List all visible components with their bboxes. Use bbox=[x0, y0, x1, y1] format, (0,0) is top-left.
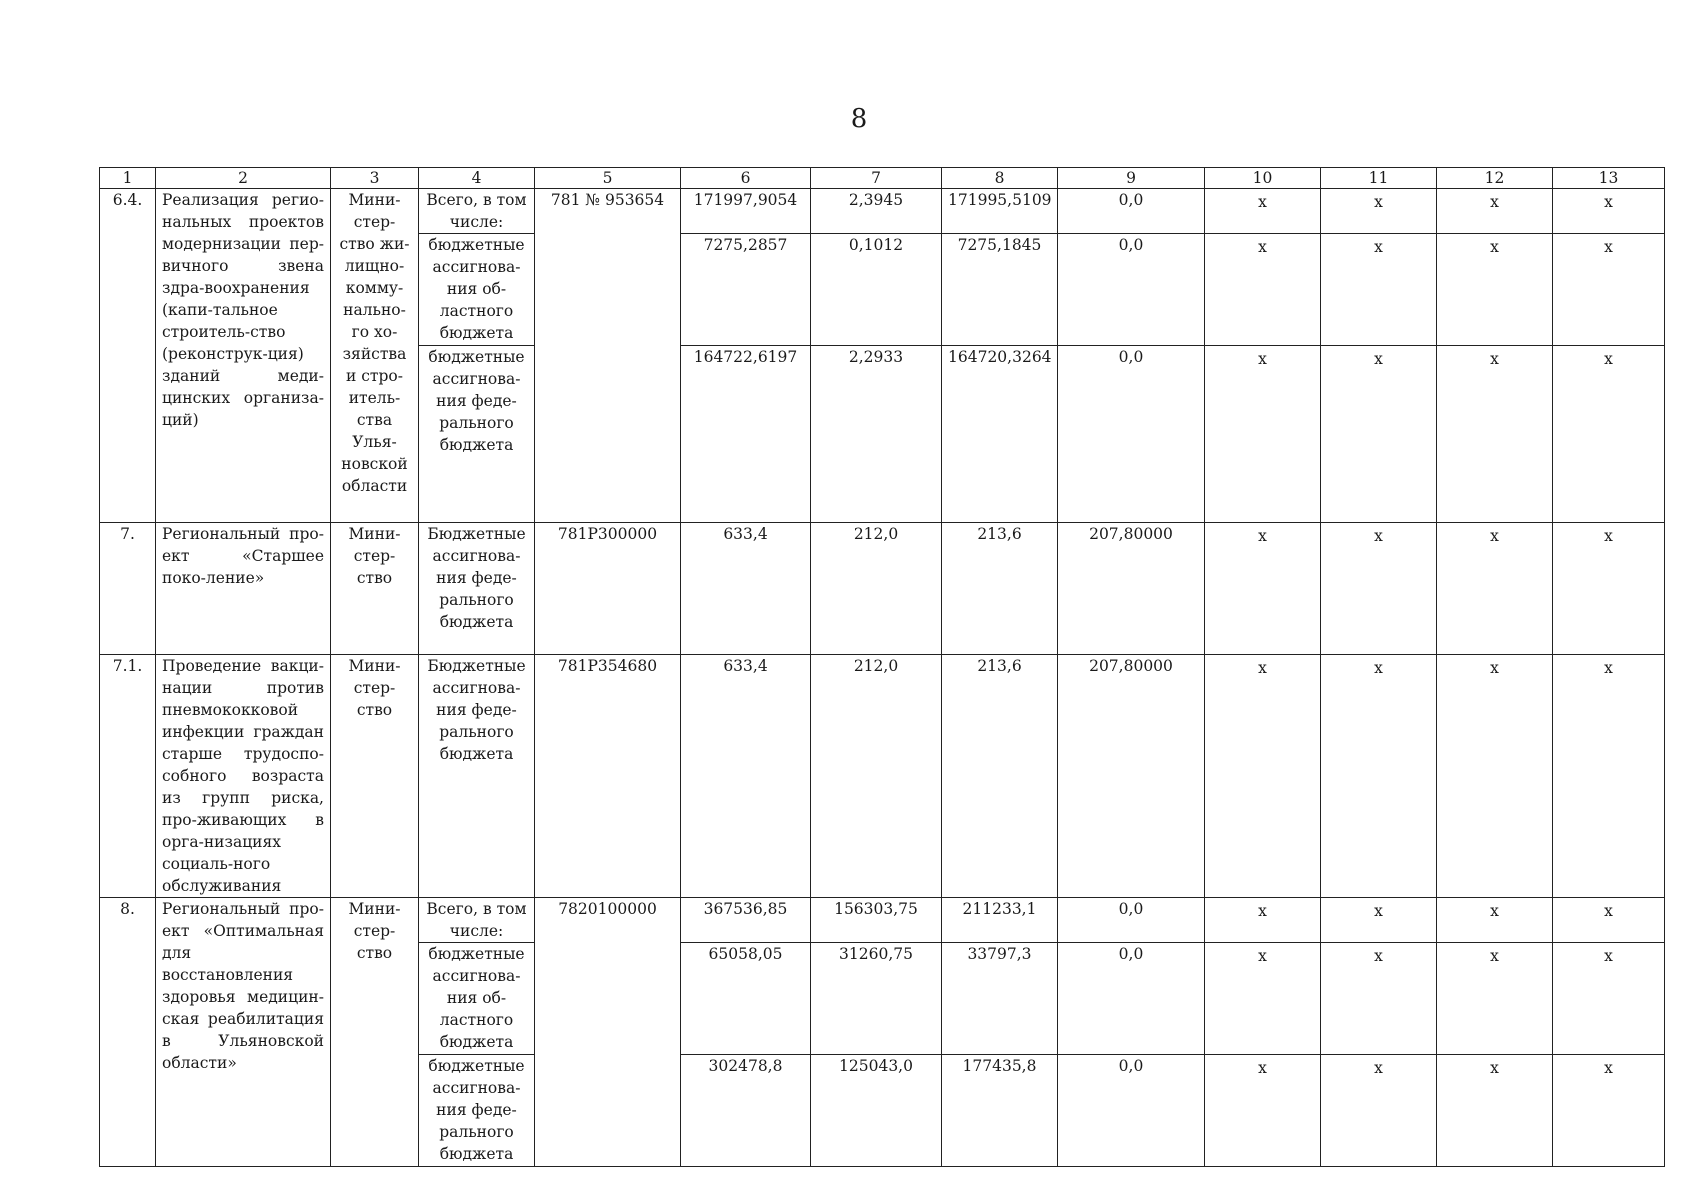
table-row bbox=[100, 655, 1665, 898]
item-name: Региональный про-ект «Оптимальная для восстановления здоровья медицин-ская реабилитация в Ульяновской области» bbox=[156, 898, 331, 1167]
executor: Мини-стер-ство bbox=[331, 523, 419, 655]
value-cell: 207,80000 bbox=[1058, 655, 1205, 898]
header-cell: 9 bbox=[1058, 168, 1205, 189]
x-cell: x bbox=[1205, 234, 1321, 346]
value-cell: 0,0 bbox=[1058, 234, 1205, 346]
value-cell: 212,0 bbox=[811, 523, 942, 655]
item-name: Реализация регио-нальных проектов модернизации пер-вичного звена здра-воохранения (капи-тальное строитель-ство (реконструк-ция) зданий меди-цинских организа-ций) bbox=[156, 189, 331, 523]
value-cell: 0,0 bbox=[1058, 943, 1205, 1055]
table-row bbox=[100, 898, 1665, 943]
value-cell: 156303,75 bbox=[811, 898, 942, 943]
value-cell: 65058,05 bbox=[681, 943, 811, 1055]
funding-source: Бюджетные ассигнова-ния феде-рального бюджета bbox=[419, 523, 535, 655]
x-cell: x bbox=[1553, 898, 1665, 943]
value-cell: 0,0 bbox=[1058, 346, 1205, 523]
header-row bbox=[100, 168, 1665, 189]
x-cell: x bbox=[1205, 943, 1321, 1055]
x-cell: x bbox=[1437, 898, 1553, 943]
x-cell: x bbox=[1437, 346, 1553, 523]
value-cell: 633,4 bbox=[681, 523, 811, 655]
x-cell: x bbox=[1321, 943, 1437, 1055]
page-number: 8 bbox=[850, 104, 868, 134]
x-cell: x bbox=[1321, 655, 1437, 898]
executor: Мини-стер-ство жи-лищно-комму-нально-го хо-зяйства и стро-итель-ства Улья-новской области bbox=[331, 189, 419, 523]
x-cell: x bbox=[1437, 523, 1553, 655]
x-cell: x bbox=[1321, 346, 1437, 523]
header-cell: 10 bbox=[1205, 168, 1321, 189]
value-cell: 164720,3264 bbox=[942, 346, 1058, 523]
x-cell: x bbox=[1321, 898, 1437, 943]
row-number: 7. bbox=[100, 523, 156, 655]
budget-code: 781P354680 bbox=[535, 655, 681, 898]
value-cell: 7275,2857 bbox=[681, 234, 811, 346]
x-cell: x bbox=[1205, 655, 1321, 898]
budget-code: 781P300000 bbox=[535, 523, 681, 655]
value-cell: 171995,5109 bbox=[942, 189, 1058, 234]
value-cell: 33797,3 bbox=[942, 943, 1058, 1055]
funding-source: Бюджетные ассигнова-ния феде-рального бюджета bbox=[419, 655, 535, 898]
budget-table bbox=[99, 167, 1665, 1167]
budget-code: 781 № 953654 bbox=[535, 189, 681, 523]
row-number: 8. bbox=[100, 898, 156, 1167]
x-cell: x bbox=[1205, 346, 1321, 523]
x-cell: x bbox=[1437, 1055, 1553, 1167]
value-cell: 633,4 bbox=[681, 655, 811, 898]
x-cell: x bbox=[1437, 943, 1553, 1055]
value-cell: 164722,6197 bbox=[681, 346, 811, 523]
x-cell: x bbox=[1553, 346, 1665, 523]
x-cell: x bbox=[1321, 523, 1437, 655]
value-cell: 302478,8 bbox=[681, 1055, 811, 1167]
value-cell: 0,0 bbox=[1058, 189, 1205, 234]
x-cell: x bbox=[1321, 234, 1437, 346]
x-cell: x bbox=[1553, 655, 1665, 898]
x-cell: x bbox=[1205, 1055, 1321, 1167]
header-cell: 11 bbox=[1321, 168, 1437, 189]
row-number: 6.4. bbox=[100, 189, 156, 523]
value-cell: 0,0 bbox=[1058, 1055, 1205, 1167]
funding-source: бюджетные ассигнова-ния об-ластного бюджета bbox=[419, 943, 535, 1055]
value-cell: 171997,9054 bbox=[681, 189, 811, 234]
x-cell: x bbox=[1553, 189, 1665, 234]
value-cell: 0,1012 bbox=[811, 234, 942, 346]
funding-source: Всего, в том числе: bbox=[419, 898, 535, 943]
x-cell: x bbox=[1205, 898, 1321, 943]
row-number: 7.1. bbox=[100, 655, 156, 898]
value-cell: 211233,1 bbox=[942, 898, 1058, 943]
value-cell: 367536,85 bbox=[681, 898, 811, 943]
value-cell: 213,6 bbox=[942, 655, 1058, 898]
header-cell: 4 bbox=[419, 168, 535, 189]
value-cell: 207,80000 bbox=[1058, 523, 1205, 655]
value-cell: 31260,75 bbox=[811, 943, 942, 1055]
value-cell: 0,0 bbox=[1058, 898, 1205, 943]
x-cell: x bbox=[1553, 234, 1665, 346]
x-cell: x bbox=[1553, 1055, 1665, 1167]
funding-source: бюджетные ассигнова-ния феде-рального бюджета bbox=[419, 346, 535, 523]
header-cell: 2 bbox=[156, 168, 331, 189]
x-cell: x bbox=[1205, 189, 1321, 234]
budget-code: 7820100000 bbox=[535, 898, 681, 1167]
table-row bbox=[100, 523, 1665, 655]
header-cell: 5 bbox=[535, 168, 681, 189]
funding-source: бюджетные ассигнова-ния феде-рального бюджета bbox=[419, 1055, 535, 1167]
funding-source: Всего, в том числе: bbox=[419, 189, 535, 234]
header-cell: 3 bbox=[331, 168, 419, 189]
item-name: Региональный про-ект «Старшее поко-ление» bbox=[156, 523, 331, 655]
value-cell: 213,6 bbox=[942, 523, 1058, 655]
value-cell: 7275,1845 bbox=[942, 234, 1058, 346]
x-cell: x bbox=[1321, 1055, 1437, 1167]
item-name: Проведение вакци-нации против пневмококковой инфекции граждан старше трудоспо-собного возраста из групп риска, про-живающих в орга-низациях социаль-ного обслуживания bbox=[156, 655, 331, 898]
x-cell: x bbox=[1321, 189, 1437, 234]
header-cell: 8 bbox=[942, 168, 1058, 189]
header-cell: 6 bbox=[681, 168, 811, 189]
header-cell: 7 bbox=[811, 168, 942, 189]
value-cell: 2,2933 bbox=[811, 346, 942, 523]
value-cell: 177435,8 bbox=[942, 1055, 1058, 1167]
header-cell: 12 bbox=[1437, 168, 1553, 189]
funding-source: бюджетные ассигнова-ния об-ластного бюджета bbox=[419, 234, 535, 346]
executor: Мини-стер-ство bbox=[331, 655, 419, 898]
value-cell: 212,0 bbox=[811, 655, 942, 898]
x-cell: x bbox=[1205, 523, 1321, 655]
executor: Мини-стер-ство bbox=[331, 898, 419, 1167]
x-cell: x bbox=[1437, 234, 1553, 346]
header-cell: 13 bbox=[1553, 168, 1665, 189]
x-cell: x bbox=[1437, 655, 1553, 898]
x-cell: x bbox=[1437, 189, 1553, 234]
x-cell: x bbox=[1553, 523, 1665, 655]
header-cell: 1 bbox=[100, 168, 156, 189]
value-cell: 2,3945 bbox=[811, 189, 942, 234]
table-row bbox=[100, 189, 1665, 234]
x-cell: x bbox=[1553, 943, 1665, 1055]
value-cell: 125043,0 bbox=[811, 1055, 942, 1167]
